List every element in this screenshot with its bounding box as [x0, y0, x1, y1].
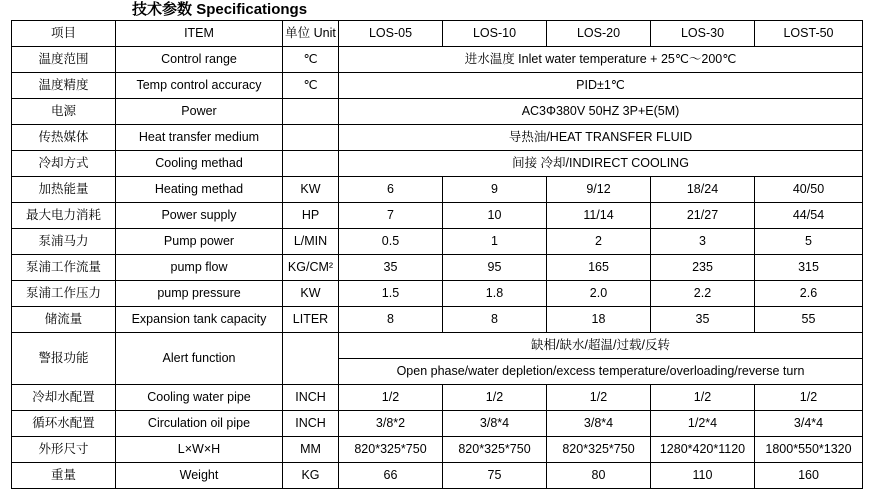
row-value: 3/8*4 — [547, 411, 651, 437]
row-span-value: 进水温度 Inlet water temperature + 25℃～200℃ — [339, 47, 863, 73]
row-value: 11/14 — [547, 203, 651, 229]
row-unit: KW — [283, 281, 339, 307]
row-label-en: Power — [116, 99, 283, 125]
row-value: 820*325*750 — [443, 437, 547, 463]
row-label-en: Alert function — [116, 333, 283, 385]
row-value: 80 — [547, 463, 651, 489]
page-title-cn: 技术参数 — [132, 1, 193, 18]
header-unit-en: Unit — [313, 26, 336, 40]
alert-line-cn: 缺相/缺水/超温/过载/反转 — [339, 333, 863, 359]
row-value: 55 — [755, 307, 863, 333]
row-label-cn: 泵浦工作压力 — [12, 281, 116, 307]
row-value: 9/12 — [547, 177, 651, 203]
page-title-en: Specificationgs — [196, 1, 308, 18]
table-row — [12, 125, 863, 151]
row-label-cn: 外形尺寸 — [12, 437, 116, 463]
header-model-los-05: LOS-05 — [339, 21, 443, 47]
row-span-value: AC3Φ380V 50HZ 3P+E(5M) — [339, 99, 863, 125]
row-unit — [283, 151, 339, 177]
table-header-row — [12, 21, 863, 47]
row-unit: MM — [283, 437, 339, 463]
header-unit — [283, 21, 339, 47]
row-value: 2.6 — [755, 281, 863, 307]
page-title — [132, 0, 307, 19]
row-value: 160 — [755, 463, 863, 489]
row-unit: INCH — [283, 411, 339, 437]
row-label-en: pump pressure — [116, 281, 283, 307]
row-value: 110 — [651, 463, 755, 489]
row-unit — [283, 333, 339, 385]
row-value: 9 — [443, 177, 547, 203]
row-label-en: Power supply — [116, 203, 283, 229]
row-unit: ℃ — [283, 73, 339, 99]
row-value: 1 — [443, 229, 547, 255]
table-row — [12, 385, 863, 411]
row-value: 18/24 — [651, 177, 755, 203]
row-value: 1/2 — [755, 385, 863, 411]
row-label-en: Heat transfer medium — [116, 125, 283, 151]
row-value: 0.5 — [339, 229, 443, 255]
specifications-table — [11, 20, 863, 489]
table-row — [12, 151, 863, 177]
row-label-en: Pump power — [116, 229, 283, 255]
row-label-cn: 最大电力消耗 — [12, 203, 116, 229]
row-value: 235 — [651, 255, 755, 281]
row-unit: LITER — [283, 307, 339, 333]
row-value: 75 — [443, 463, 547, 489]
row-unit: KW — [283, 177, 339, 203]
row-label-en: pump flow — [116, 255, 283, 281]
table-row — [12, 281, 863, 307]
row-label-cn: 传热媒体 — [12, 125, 116, 151]
row-value: 1/2 — [443, 385, 547, 411]
row-label-cn: 冷却方式 — [12, 151, 116, 177]
table-row — [12, 307, 863, 333]
row-label-cn: 重量 — [12, 463, 116, 489]
row-label-cn: 温度精度 — [12, 73, 116, 99]
row-unit: KG/CM² — [283, 255, 339, 281]
row-value: 6 — [339, 177, 443, 203]
row-label-en: Cooling methad — [116, 151, 283, 177]
row-value: 1/2 — [651, 385, 755, 411]
row-label-cn: 循环水配置 — [12, 411, 116, 437]
row-value: 1.5 — [339, 281, 443, 307]
header-model-lost-50: LOST-50 — [755, 21, 863, 47]
row-label-en: Cooling water pipe — [116, 385, 283, 411]
row-label-en: L×W×H — [116, 437, 283, 463]
row-value: 1/2*4 — [651, 411, 755, 437]
row-value: 3/8*2 — [339, 411, 443, 437]
row-value: 820*325*750 — [339, 437, 443, 463]
row-value: 21/27 — [651, 203, 755, 229]
header-item-en: ITEM — [116, 21, 283, 47]
row-value: 95 — [443, 255, 547, 281]
header-unit-cn: 单位 — [285, 26, 311, 40]
row-span-value: PID±1℃ — [339, 73, 863, 99]
row-label-cn: 电源 — [12, 99, 116, 125]
row-value: 40/50 — [755, 177, 863, 203]
row-value: 1/2 — [339, 385, 443, 411]
row-span-value: 导热油/HEAT TRANSFER FLUID — [339, 125, 863, 151]
row-value: 3 — [651, 229, 755, 255]
row-value: 5 — [755, 229, 863, 255]
row-value: 165 — [547, 255, 651, 281]
table-row — [12, 47, 863, 73]
row-label-cn: 冷却水配置 — [12, 385, 116, 411]
row-value: 820*325*750 — [547, 437, 651, 463]
header-model-los-20: LOS-20 — [547, 21, 651, 47]
row-label-en: Weight — [116, 463, 283, 489]
row-value: 66 — [339, 463, 443, 489]
row-label-cn: 泵浦工作流量 — [12, 255, 116, 281]
row-value: 3/8*4 — [443, 411, 547, 437]
row-unit: INCH — [283, 385, 339, 411]
row-value: 7 — [339, 203, 443, 229]
row-label-en: Heating methad — [116, 177, 283, 203]
row-unit: HP — [283, 203, 339, 229]
table-row — [12, 463, 863, 489]
row-unit: L/MIN — [283, 229, 339, 255]
row-value: 1.8 — [443, 281, 547, 307]
header-model-los-30: LOS-30 — [651, 21, 755, 47]
table-row-alert — [12, 333, 863, 359]
row-label-en: Expansion tank capacity — [116, 307, 283, 333]
row-unit — [283, 99, 339, 125]
row-value: 1/2 — [547, 385, 651, 411]
header-item-cn: 项目 — [12, 21, 116, 47]
row-label-cn: 加热能量 — [12, 177, 116, 203]
row-label-cn: 温度范围 — [12, 47, 116, 73]
row-value: 35 — [339, 255, 443, 281]
row-span-value: 间接 冷却/INDIRECT COOLING — [339, 151, 863, 177]
row-value: 8 — [339, 307, 443, 333]
row-value: 2.0 — [547, 281, 651, 307]
row-value: 35 — [651, 307, 755, 333]
row-unit: ℃ — [283, 47, 339, 73]
alert-line-en: Open phase/water depletion/excess temperature/overloading/reverse turn — [339, 359, 863, 385]
row-value: 3/4*4 — [755, 411, 863, 437]
row-label-en: Control range — [116, 47, 283, 73]
row-label-cn: 泵浦马力 — [12, 229, 116, 255]
row-value: 2.2 — [651, 281, 755, 307]
row-value: 2 — [547, 229, 651, 255]
row-value: 8 — [443, 307, 547, 333]
table-row — [12, 177, 863, 203]
row-label-cn: 储流量 — [12, 307, 116, 333]
table-row — [12, 437, 863, 463]
table-row — [12, 99, 863, 125]
header-model-los-10: LOS-10 — [443, 21, 547, 47]
row-label-en: Circulation oil pipe — [116, 411, 283, 437]
table-row — [12, 411, 863, 437]
row-value: 18 — [547, 307, 651, 333]
row-value: 44/54 — [755, 203, 863, 229]
row-value: 10 — [443, 203, 547, 229]
row-value: 1800*550*1320 — [755, 437, 863, 463]
row-label-en: Temp control accuracy — [116, 73, 283, 99]
table-row — [12, 229, 863, 255]
row-value: 315 — [755, 255, 863, 281]
table-row — [12, 73, 863, 99]
row-value: 1280*420*1120 — [651, 437, 755, 463]
row-label-cn: 警报功能 — [12, 333, 116, 385]
table-row — [12, 255, 863, 281]
row-unit — [283, 125, 339, 151]
row-unit: KG — [283, 463, 339, 489]
table-row — [12, 203, 863, 229]
